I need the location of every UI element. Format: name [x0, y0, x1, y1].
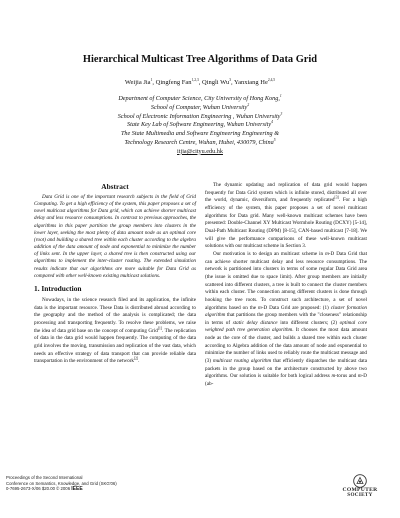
section-heading-introduction: 1. Introduction [34, 284, 82, 293]
affiliation-line: Technology Research Centre, Wuhan, Hubei, 430079, China$^5$ [124, 137, 276, 146]
right-column-body [205, 182, 367, 389]
paragraph: Nowadays, in the science research filed and its application, the infinite data is the important resource. These Data is distributed abroad according to the geography and the method of the analysis is complicated; the data processing and transporting frequently. To resolve these problems, we raise the idea of data grid base on the concept of computing Grid[1]. The replication of data in the data grid would happen frequently. The computing of the data grid involves the moving, transmission and replication of the vast data, which needs an effective strategy of data transport that can provide reliable data transportation in the environment of the network[2]. [34, 297, 196, 365]
affiliations [0, 95, 400, 157]
author-sup: 1 [150, 77, 153, 82]
author-email[interactable]: itjia@cityu.edu.hk [177, 147, 223, 155]
paper-title: Hierarchical Multicast Tree Algorithms of Data Grid [82, 54, 318, 65]
affiliation-line: State Key Lab of Software Engineering, Wuhan University$^4$ [127, 120, 273, 129]
abstract-text: Data Grid is one of the important research subjects in the field of Grid Computing. To get a high efficiency of the system, this paper proposes a set of novel multicast algorithms for Data grid, which can achieve shorter multicast delay and less resource consumptions. In contrast to previous approaches, the algorithms in this paper partition the group members into clusters in the lower layer, seeking the most plenty of data amount node as an optimal core (root) and building a shared tree within each cluster according to the algebra addition of the data amount of node and exponential to minimize the number of links sent. In the upper layer, a shared tree is then constructed using our algorithms to implement the inter-cluster routing. The extended simulation results indicate that our algorithms are more suitable for Data Grid as compared with other well-known existing multicast solutions. [34, 194, 196, 279]
affiliation-line: School of Computer, Wuhan University$^2$ [150, 102, 250, 111]
paragraph: The dynamic updating and replication of data grid would happen frequently for Data Grid system which is infinite stored, distributed all over the world, dynamic, diversiform, and frequently replicated[3]. For a high efficiency of the system, this paper proposes a set of novel multicast algorithms for Data grid. Many well-known multicast schemes have been presented: Double-Channel XY Multicast Wormhole Routing (DCXY) [5-14], Dual-Path Multicast Routing (DPM) [8-15], CAN-based multicast [7-18]. We will give the performance comparisons of these well-known multicast solutions with our multicast scheme in Section 3. [205, 182, 368, 250]
affiliation-line: Department of Computer Science, City University of Hong Kong,$^1$ [118, 93, 282, 102]
author-name: Weijia Jia [124, 79, 151, 86]
author-list [0, 79, 400, 86]
author-name: , Yanxiang He [231, 79, 268, 86]
introduction-body [34, 297, 196, 366]
author-name: , Qingli Wu [198, 79, 230, 86]
computer-society-logo: COMPUTER SOCIETY [338, 474, 382, 499]
author-name: , Qingfeng Fan [152, 79, 192, 86]
paragraph: Our motivation is to design an multicast scheme in m-D Data Grid that can achieve shorter multicast delay and less resource consumptions. The network is partitioned into clusters in terms of some regular Data Grid area (the issue is omitted due to space limit). After group members are initially scattered into different clusters, a tree is built to connect the cluster members within each cluster. The connection among different clusters is done through hooking the tree roots. To construct such architecture, a set of novel algorithms based on the m-D Data Grid are proposed: (1) cluster formation algorithm that partitions the group members with the "closeness" relationship in terms of static delay distance into different clusters; (2) optimal core weighted path tree generation algorithm. It chooses the most data amount node as the core of the cluster, and builds a shared tree within each cluster according to Algebra addition of the data amount of node and exponential to minimize the number of links used to reliably route the multicast message and (3) multicast routing algorithm that efficiently dispatches the multicast data packets in the group based on the architecture constructed by above two algorithms. Our solution is suitable for both logical address m-torus and m-D (ab- [205, 250, 368, 388]
proceedings-footer: Proceedings of the Second International Conference on Semantics, Knowledge, and Grid (SKG'06) 0-7695-2673-X/06 $20.00 © 2006 IEEE [6, 475, 117, 493]
abstract-heading: Abstract [101, 182, 129, 191]
author-sup: 1,2,3 [191, 77, 199, 82]
computer-society-emblem-icon [353, 474, 367, 488]
affiliation-line: School of Electronic Information Engineering , Wuhan University$^3$ [117, 111, 283, 120]
author-sup: 3 [229, 77, 232, 82]
affiliation-line: The State Multimedia and Software Engineering Engineering & [120, 130, 280, 138]
ieee-logo: IEEE [71, 486, 83, 493]
author-sup: 2,4,5 [267, 77, 276, 82]
